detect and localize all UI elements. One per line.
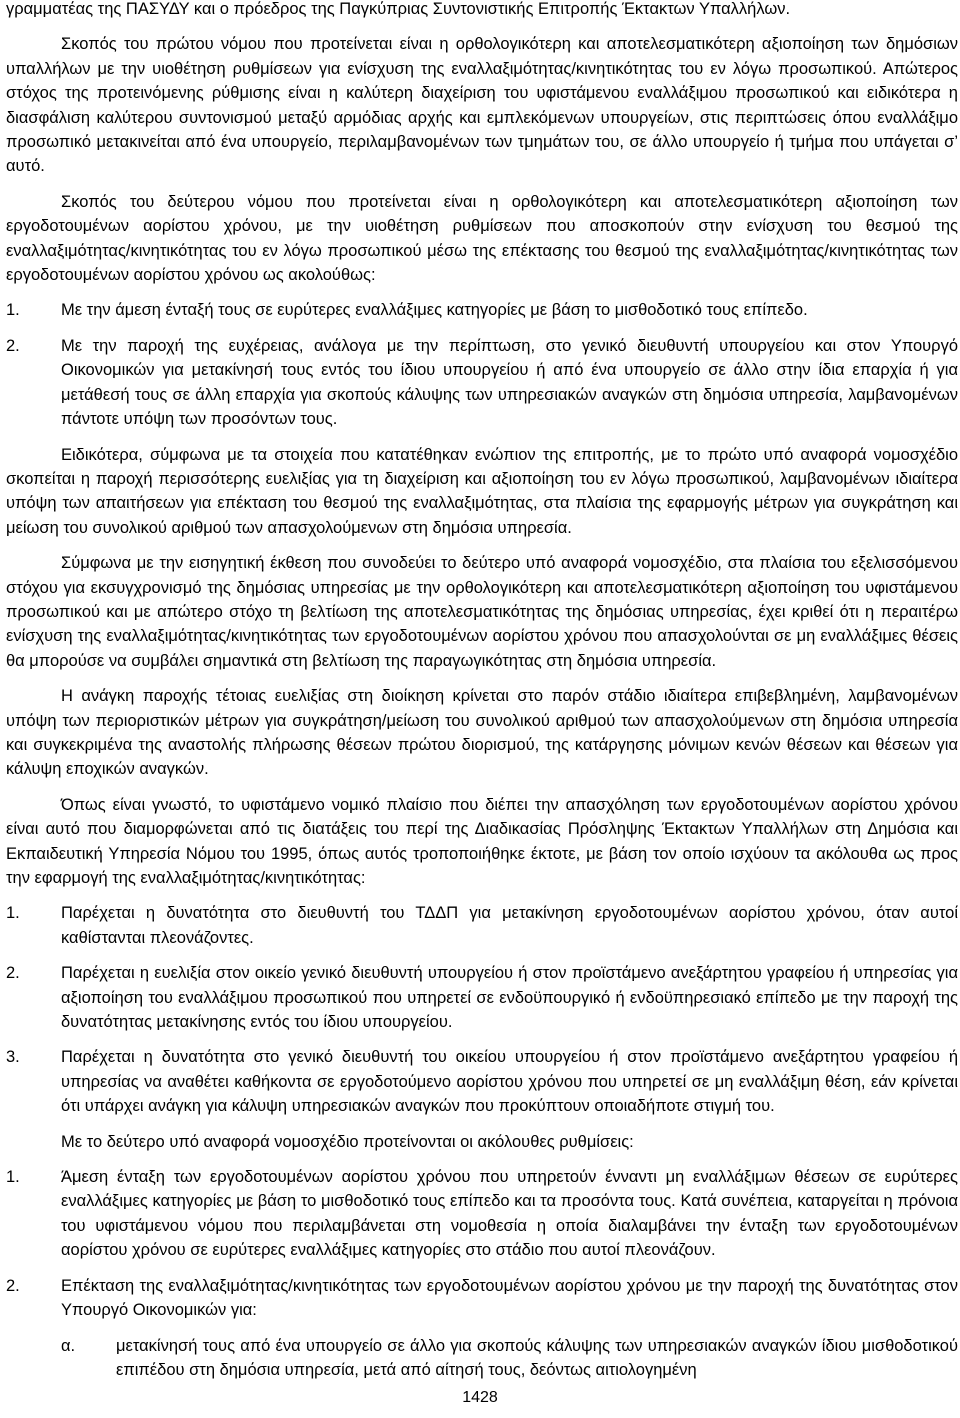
paragraph-second-law-purpose: Σκοπός του δεύτερου νόμου που προτείνεται είναι η ορθολογικότερη και αποτελεσματικότερη αξιοποίηση των εργοδοτουμένων αορίστου χρόνου, με την υιοθέτηση ρυθμίσεων που αποσκοπούν στην ενίσχυση του θεσμού της εναλλαξιμότητας/κινητικότητας του εν λόγω προσωπικού μέσω της επέκτασης του θεσμού της εναλλαξιμότητας/κινητικότητας των εργοδοτουμένων αορίστου χρόνου ως ακολούθως:	[6, 192, 958, 285]
paragraph-need-flexibility: Η ανάγκη παροχής τέτοιας ευελιξίας στη διοίκηση κρίνεται στο παρόν στάδιο ιδιαίτερα επιβεβλημένη, λαμβανομένων υπόψη των περιοριστικών μέτρων για συγκράτηση/μείωση του συνολικού αριθμού των απασχολούμενων στη δημόσια υπηρεσία και συγκεκριμένα της αναστολής πλήρωσης θέσεων πρώτου διορισμού, της κατάργησης μόνιμων κενών θέσεων και θέσεων για κάλυψη εποχικών αναγκών.	[6, 687, 958, 779]
list-item-number: 2.	[6, 964, 20, 983]
page-number: 1428	[462, 1389, 498, 1406]
sub-list-item-letter: α.	[61, 1336, 76, 1355]
list-item-number: 1.	[6, 904, 20, 923]
list-item-text: Παρέχεται η δυνατότητα στο διευθυντή του ΤΔΔΠ για μετακίνηση εργοδοτουμένων αορίστου χρόνου, όταν αυτοί καθίστανται πλεονάζοντες.	[61, 904, 958, 947]
sub-list-item	[6, 1334, 958, 1383]
paragraph-proposed-settings: Με το δεύτερο υπό αναφορά νομοσχέδιο προτείνονται οι ακόλουθες ρυθμίσεις:	[61, 1132, 634, 1151]
list-item	[6, 1165, 958, 1263]
sub-list-item-text: μετακίνησή τους από ένα υπουργείο σε άλλο για σκοπούς κάλυψης των υπηρεσιακών αναγκών ίδιου μισθοδοτικού επιπέδου στη δημόσια υπηρεσία, μετά από αίτησή τους, δεόντως αιτιολογημένη	[116, 1336, 958, 1379]
list-item-number: 2.	[6, 1276, 20, 1295]
paragraph-intro-continuation: γραμματέας της ΠΑΣΥΔΥ και ο πρόεδρος της Παγκύπριας Συντονιστικής Επιτροπής Έκτακτων Υπαλλήλων.	[6, 0, 791, 18]
list-item-text: Με την άμεση ένταξή τους σε ευρύτερες εναλλάξιμες κατηγορίες με βάση το μισθοδοτικό τους επίπεδο.	[61, 301, 808, 320]
paragraph-legal-framework: Όπως είναι γνωστό, το υφιστάμενο νομικό πλαίσιο που διέπει την απασχόληση των εργοδοτουμένων αορίστου χρόνου είναι αυτό που διαμορφώνεται από τις διατάξεις του περί της Διαδικασίας Πρόσληψης Έκτακτων Υπαλλήλων στη Δημόσια και Εκπαιδευτική Υπηρεσία Νόμου του 1995, όπως αυτός τροποποιήθηκε έκτοτε, με βάση τον οποίο ισχύουν τα ακόλουθα ως προς την εφαρμογή της εναλλαξιμότητας/κινητικότητας:	[6, 795, 958, 887]
list-item-number: 3.	[6, 1048, 20, 1067]
list-item-text: Με την παροχή της ευχέρειας, ανάλογα με την περίπτωση, στο γενικό διευθυντή υπουργείου και στον Υπουργό Οικονομικών για μετακίνησή τους εντός του ίδιου υπουργείου ή από ένα υπουργείο σε άλλο στην ίδια επαρχία ή για μετάθεσή τους σε άλλη επαρχία για σκοπούς κάλυψης των υπηρεσιακών αναγκών στη δημόσια υπηρεσία, λαμβανομένων πάντοτε υπόψη των προσόντων τους.	[61, 336, 958, 429]
list-item	[6, 1045, 958, 1118]
paragraph-explanatory-report: Σύμφωνα με την εισηγητική έκθεση που συνοδεύει το δεύτερο υπό αναφορά νομοσχέδιο, στα πλαίσια του εξελισσόμενου στόχου για εκσυγχρονισμό της δημόσιας υπηρεσίας με την ορθολογικότερη και αποτελεσματικότερη αξιοποίηση του υφιστάμενου προσωπικού και με απώτερο στόχο τη βελτίωση της αποτελεσματικότητας της δημόσιας υπηρεσίας, έχει κριθεί ότι η περαιτέρω ενίσχυση της εναλλαξιμότητας/κινητικότητας των εργοδοτουμένων αορίστου χρόνου που απασχολούνται σε μη εναλλάξιμες θέσεις θα μπορούσε να συμβάλει σημαντικά στη βελτίωση της παραγωγικότητας στη δημόσια υπηρεσία.	[6, 554, 958, 670]
list-item	[6, 1274, 958, 1323]
list-item-text: Άμεση ένταξη των εργοδοτουμένων αορίστου χρόνου που υπηρετούν ένναντι μη εναλλάξιμων θέσεων σε ευρύτερες εναλλάξιμες κατηγορίες με βάση το μισθοδοτικό τους επίπεδο και τα προσόντα τους. Κατά συνέπεια, καταργείται η πρόνοια του υφιστάμενου νόμου που περιλαμβάνεται στη νομοθεσία η οποία διαλαμβάνει την ένταξη των εργοδοτουμένων αορίστου χρόνου σε ευρύτερες εναλλάξιμες κατηγορίες στο στάδιο που αυτοί πλεονάζουν.	[61, 1168, 958, 1260]
list-item-text: Επέκταση της εναλλαξιμότητας/κινητικότητας των εργοδοτουμένων αορίστου χρόνου με την παροχή της δυνατότητας στον Υπουργό Οικονομικών για:	[61, 1276, 958, 1320]
paragraph-specifically: Ειδικότερα, σύμφωνα με τα στοιχεία που κατατέθηκαν ενώπιον της επιτροπής, με το πρώτο υπό αναφορά νομοσχέδιο σκοπείται η παροχή περισσότερης ευελιξίας για τη διαχείριση και αξιοποίηση του εν λόγω προσωπικού, λαμβανομένων ιδιαίτερα υπόψη των απαιτήσεων για επέκταση του θεσμού της εναλλαξιμότητας, στα πλαίσια της εφαρμογής μέτρων για συγκράτηση και μείωση του συνολικού αριθμού των απασχολούμενων στη δημόσια υπηρεσία.	[6, 445, 958, 537]
list-item	[6, 334, 958, 432]
list-item-number: 1.	[6, 1168, 20, 1187]
paragraph-first-law-purpose: Σκοπός του πρώτου νόμου που προτείνεται είναι η ορθολογικότερη και αποτελεσματικότερη αξιοποίηση των δημόσιων υπαλλήλων με την υιοθέτηση ρυθμίσεων για ενίσχυση της εναλλαξιμότητας/κινητικότητας του εν λόγω προσωπικού. Απώτερος στόχος της προτεινόμενης ρύθμισης είναι η καλύτερη διαχείριση του υφιστάμενου εναλλάξιμου προσωπικού και ειδικότερα η διασφάλιση καλύτερου συντονισμού μεταξύ αρμόδιας αρχής και εμπλεκόμενων υπουργείων, στις περιπτώσεις όπου εναλλάξιμο προσωπικό μετακινείται από ένα υπουργείο, περιλαμβανομένων των τμημάτων του, σε άλλο υπουργείο ή τμήμα που υπάγεται σ’ αυτό.	[6, 35, 958, 176]
document-page	[6, 0, 958, 1393]
list-item	[6, 298, 958, 322]
list-item-number: 2.	[6, 336, 20, 355]
list-item	[6, 961, 958, 1034]
list-item-number: 1.	[6, 301, 20, 320]
list-item-text: Παρέχεται η δυνατότητα στο γενικό διευθυντή του οικείου υπουργείου ή στον προϊστάμενο ανεξάρτητου γραφείου ή υπηρεσίας να αναθέτει καθήκοντα σε εργοδοτούμενο αορίστου χρόνου που υπηρετεί σε μη εναλλάξιμη θέση, εάν κρίνεται ότι υπάρχει ανάγκη για κάλυψη υπηρεσιακών αναγκών που προκύπτουν οποιαδήποτε στιγμή του.	[61, 1048, 958, 1116]
list-item	[6, 901, 958, 950]
list-item-text: Παρέχεται η ευελιξία στον οικείο γενικό διευθυντή υπουργείου ή στον προϊστάμενο ανεξάρτητου γραφείου ή υπηρεσίας για αξιοποίηση του εναλλάξιμου προσωπικού που υπηρετεί σε ενδοϋπουργικό ή ενδοϋπηρεσιακό επίπεδο με την παροχή της δυνατότητας μετακίνησης εντός του ίδιου υπουργείου.	[61, 964, 958, 1032]
